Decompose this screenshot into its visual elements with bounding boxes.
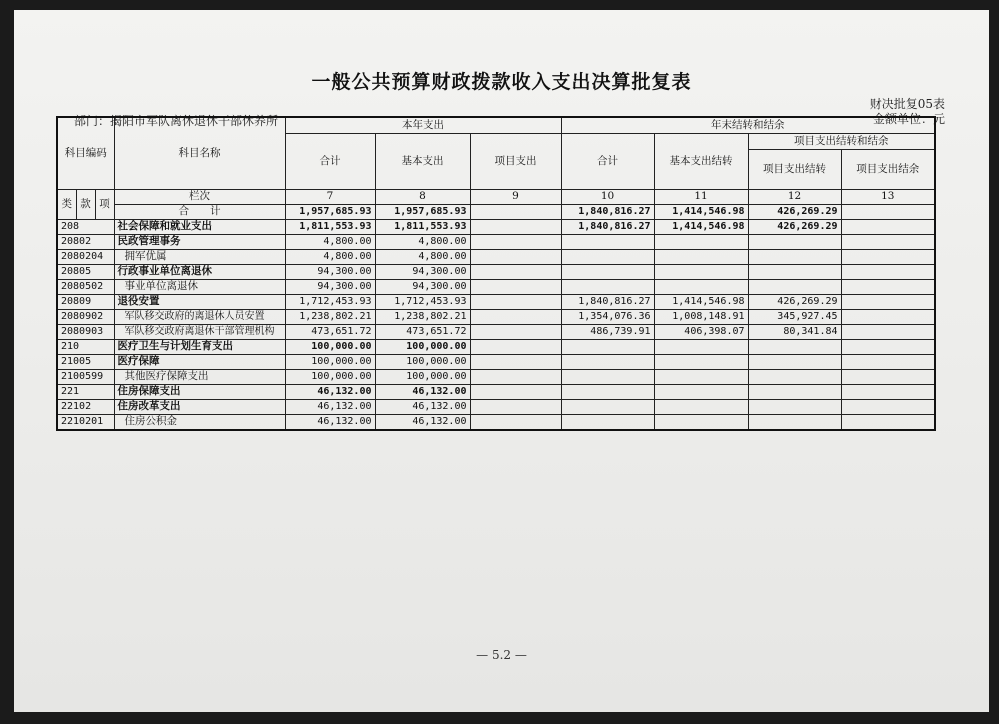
amount-cell: 4,800.00 xyxy=(375,249,470,264)
amount-cell xyxy=(561,249,654,264)
total-cell: 1,414,546.98 xyxy=(654,204,748,219)
amount-cell xyxy=(748,354,841,369)
column-number: 11 xyxy=(654,189,748,204)
amount-cell xyxy=(470,249,561,264)
subject-name: 事业单位离退休 xyxy=(114,279,285,294)
amount-cell xyxy=(654,369,748,384)
amount-cell: 486,739.91 xyxy=(561,324,654,339)
subject-code-header: 科目编码 xyxy=(57,117,114,189)
table-row xyxy=(57,384,935,399)
subject-name: 住房公积金 xyxy=(114,414,285,430)
amount-cell xyxy=(654,234,748,249)
project-balance-header: 项目支出结余 xyxy=(841,149,935,189)
amount-cell: 406,398.07 xyxy=(654,324,748,339)
table-row xyxy=(57,219,935,234)
amount-cell: 94,300.00 xyxy=(285,264,375,279)
subject-name: 退役安置 xyxy=(114,294,285,309)
amount-cell xyxy=(841,414,935,430)
total-cell xyxy=(470,204,561,219)
amount-cell: 94,300.00 xyxy=(375,279,470,294)
total-cell: 1,957,685.93 xyxy=(375,204,470,219)
subject-name: 军队移交政府的离退休人员安置 xyxy=(114,309,285,324)
amount-cell xyxy=(841,219,935,234)
amount-cell xyxy=(470,354,561,369)
amount-cell xyxy=(470,339,561,354)
table-row xyxy=(57,309,935,324)
table-body xyxy=(57,219,935,430)
subject-code: 221 xyxy=(57,384,114,399)
amount-cell xyxy=(561,414,654,430)
amount-cell: 4,800.00 xyxy=(285,234,375,249)
amount-cell: 46,132.00 xyxy=(375,399,470,414)
amount-cell xyxy=(654,414,748,430)
xiang-header: 项 xyxy=(95,189,114,219)
table-row xyxy=(57,354,935,369)
page-number: — 5.2 — xyxy=(476,648,527,662)
amount-cell: 426,269.29 xyxy=(748,294,841,309)
amount-cell: 345,927.45 xyxy=(748,309,841,324)
amount-cell xyxy=(561,339,654,354)
column-number: 9 xyxy=(470,189,561,204)
amount-cell xyxy=(561,234,654,249)
amount-cell: 94,300.00 xyxy=(375,264,470,279)
subject-name: 行政事业单位离退休 xyxy=(114,264,285,279)
table-row xyxy=(57,324,935,339)
amount-cell xyxy=(470,219,561,234)
subject-code: 20809 xyxy=(57,294,114,309)
amount-cell xyxy=(841,264,935,279)
amount-cell: 100,000.00 xyxy=(375,339,470,354)
subject-name: 拥军优属 xyxy=(114,249,285,264)
department-label: 部门：揭阳市军队离休退休干部休养所 xyxy=(74,114,279,128)
column-number: 7 xyxy=(285,189,375,204)
amount-cell: 1,811,553.93 xyxy=(375,219,470,234)
amount-cell xyxy=(748,249,841,264)
table-row xyxy=(57,399,935,414)
subject-code: 2080204 xyxy=(57,249,114,264)
project-header: 项目支出 xyxy=(470,133,561,189)
subject-name: 住房改革支出 xyxy=(114,399,285,414)
current-year-header: 本年支出 xyxy=(285,117,561,133)
amount-cell xyxy=(654,354,748,369)
subject-code: 2100599 xyxy=(57,369,114,384)
project-carry-header: 项目支出结转 xyxy=(748,149,841,189)
amount-cell: 100,000.00 xyxy=(285,369,375,384)
table-row xyxy=(57,414,935,430)
amount-cell xyxy=(470,279,561,294)
amount-cell xyxy=(654,264,748,279)
subject-code: 2080502 xyxy=(57,279,114,294)
amount-cell xyxy=(841,279,935,294)
amount-cell xyxy=(748,339,841,354)
table-row xyxy=(57,369,935,384)
amount-cell xyxy=(470,309,561,324)
amount-cell: 100,000.00 xyxy=(285,339,375,354)
subject-code: 208 xyxy=(57,219,114,234)
amount-cell: 100,000.00 xyxy=(375,354,470,369)
kuan-header: 款 xyxy=(76,189,95,219)
amount-cell: 1,414,546.98 xyxy=(654,294,748,309)
subject-name: 军队移交政府离退休干部管理机构 xyxy=(114,324,285,339)
subject-code: 2080903 xyxy=(57,324,114,339)
table-row xyxy=(57,279,935,294)
column-number: 13 xyxy=(841,189,935,204)
amount-cell xyxy=(841,324,935,339)
amount-cell: 473,651.72 xyxy=(285,324,375,339)
amount-cell xyxy=(561,279,654,294)
table-row xyxy=(57,249,935,264)
amount-cell: 1,008,148.91 xyxy=(654,309,748,324)
amount-cell xyxy=(841,354,935,369)
amount-cell xyxy=(470,294,561,309)
amount-cell: 1,354,076.36 xyxy=(561,309,654,324)
amount-cell xyxy=(561,384,654,399)
amount-cell xyxy=(841,369,935,384)
amount-cell: 1,238,802.21 xyxy=(375,309,470,324)
subject-code: 22102 xyxy=(57,399,114,414)
form-number: 财决批复05表 xyxy=(869,97,945,111)
table-row xyxy=(57,294,935,309)
subject-code: 20802 xyxy=(57,234,114,249)
amount-cell: 473,651.72 xyxy=(375,324,470,339)
amount-cell: 46,132.00 xyxy=(285,399,375,414)
amount-cell xyxy=(654,279,748,294)
amount-cell: 100,000.00 xyxy=(375,369,470,384)
table-row xyxy=(57,234,935,249)
column-number: 12 xyxy=(748,189,841,204)
subject-code: 2210201 xyxy=(57,414,114,430)
subject-code: 2080902 xyxy=(57,309,114,324)
amount-cell xyxy=(561,354,654,369)
amount-cell xyxy=(654,339,748,354)
total-cell xyxy=(841,204,935,219)
amount-cell xyxy=(841,399,935,414)
amount-cell xyxy=(748,399,841,414)
amount-cell xyxy=(654,249,748,264)
basic-header: 基本支出 xyxy=(375,133,470,189)
amount-cell: 1,840,816.27 xyxy=(561,219,654,234)
amount-cell: 1,712,453.93 xyxy=(285,294,375,309)
lei-header: 类 xyxy=(57,189,76,219)
amount-cell: 46,132.00 xyxy=(285,414,375,430)
amount-cell xyxy=(561,399,654,414)
amount-cell xyxy=(654,384,748,399)
subject-name-header: 科目名称 xyxy=(114,117,285,189)
subject-code: 210 xyxy=(57,339,114,354)
total-cell: 1,957,685.93 xyxy=(285,204,375,219)
amount-cell: 1,840,816.27 xyxy=(561,294,654,309)
amount-cell: 1,238,802.21 xyxy=(285,309,375,324)
amount-cell xyxy=(841,294,935,309)
subject-name: 医疗卫生与计划生育支出 xyxy=(114,339,285,354)
amount-cell xyxy=(841,234,935,249)
total-row-label: 合 计 xyxy=(114,204,285,219)
amount-cell: 4,800.00 xyxy=(285,249,375,264)
subject-name: 医疗保障 xyxy=(114,354,285,369)
subject-code: 20805 xyxy=(57,264,114,279)
year-end-header: 年末结转和结余 xyxy=(561,117,935,133)
subject-name: 民政管理事务 xyxy=(114,234,285,249)
column-number: 8 xyxy=(375,189,470,204)
amount-cell xyxy=(748,279,841,294)
page-title: 一般公共预算财政拨款收入支出决算批复表 xyxy=(311,71,692,93)
amount-cell xyxy=(748,234,841,249)
column-number: 10 xyxy=(561,189,654,204)
amount-cell: 94,300.00 xyxy=(285,279,375,294)
amount-cell xyxy=(470,234,561,249)
total-header: 合计 xyxy=(285,133,375,189)
amount-cell: 1,712,453.93 xyxy=(375,294,470,309)
amount-cell: 1,811,553.93 xyxy=(285,219,375,234)
budget-table xyxy=(56,116,936,431)
table-row xyxy=(57,264,935,279)
amount-cell xyxy=(470,414,561,430)
project-carry-group-header: 项目支出结转和结余 xyxy=(748,133,935,149)
amount-cell xyxy=(470,264,561,279)
table-row xyxy=(57,339,935,354)
amount-cell: 4,800.00 xyxy=(375,234,470,249)
amount-cell: 1,414,546.98 xyxy=(654,219,748,234)
currency-unit: 金额单位：元 xyxy=(872,112,945,126)
amount-cell xyxy=(841,309,935,324)
amount-cell xyxy=(470,369,561,384)
subject-name: 住房保障支出 xyxy=(114,384,285,399)
amount-cell: 46,132.00 xyxy=(375,384,470,399)
amount-cell xyxy=(748,384,841,399)
total-cell: 1,840,816.27 xyxy=(561,204,654,219)
amount-cell xyxy=(841,384,935,399)
amount-cell xyxy=(841,249,935,264)
column-label: 栏次 xyxy=(114,189,285,204)
subject-name: 社会保障和就业支出 xyxy=(114,219,285,234)
amount-cell: 46,132.00 xyxy=(285,384,375,399)
amount-cell xyxy=(841,339,935,354)
amount-cell xyxy=(748,369,841,384)
amount-cell xyxy=(470,399,561,414)
amount-cell xyxy=(561,369,654,384)
amount-cell xyxy=(561,264,654,279)
amount-cell xyxy=(470,384,561,399)
amount-cell xyxy=(654,399,748,414)
subject-code: 21005 xyxy=(57,354,114,369)
basic-carry-header: 基本支出结转 xyxy=(654,133,748,189)
amount-cell xyxy=(748,264,841,279)
total-cell: 426,269.29 xyxy=(748,204,841,219)
year-end-total-header: 合计 xyxy=(561,133,654,189)
amount-cell: 426,269.29 xyxy=(748,219,841,234)
amount-cell: 100,000.00 xyxy=(285,354,375,369)
subject-name: 其他医疗保障支出 xyxy=(114,369,285,384)
amount-cell xyxy=(470,324,561,339)
amount-cell xyxy=(748,414,841,430)
amount-cell: 46,132.00 xyxy=(375,414,470,430)
amount-cell: 80,341.84 xyxy=(748,324,841,339)
